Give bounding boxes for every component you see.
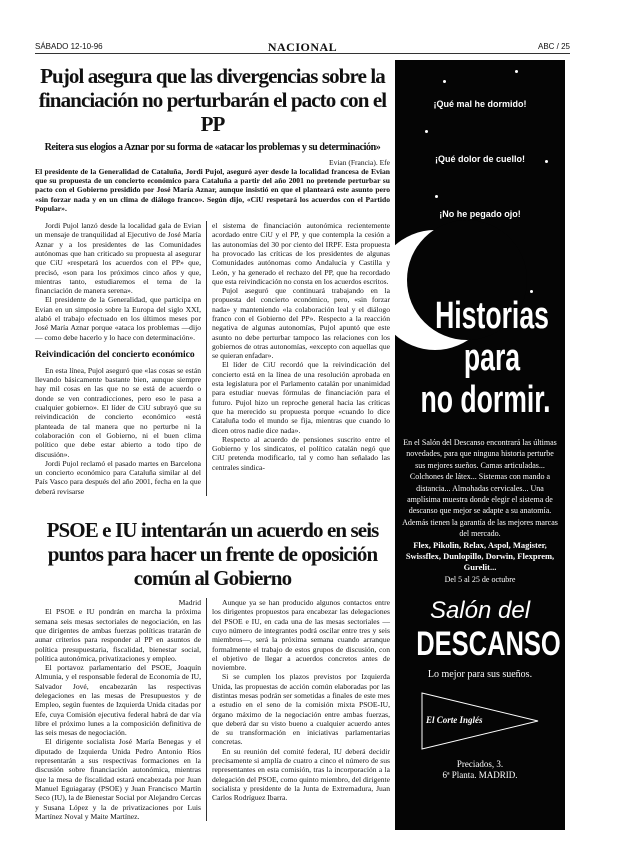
article1-headline: Pujol asegura que las divergencias sobre la financiación no perturbarán el pacto con el PP [38,64,387,136]
page-header [35,40,570,54]
ad-salon: Salón del [429,597,531,625]
section-title: NACIONAL [267,40,338,54]
paragraph: Jordi Pujol reclamó el pasado martes en Barcelona un concierto económico para Cataluña similar al del País Vasco para después del año 2001, fecha en la que deberá revisarse [35,458,201,496]
ad-descanso: DESCANSO [416,625,561,664]
paragraph: El líder de CiU recordó que la reivindicación del concierto está en la línea de una resolución aprobada en esta legislatura por el Parlamento catalán por unanimidad para estudiar nuevas fórmulas de financiación para el futuro. Pujol hizo un reproche general hacia las críticas que ha merecido su propuesta porque «cuando lo dice Cataluña todo el mundo se fija, mientras que cuando lo dicen otros nadie dice nada». [212,360,390,435]
article1-column-1 [35,221,201,496]
article1-byline: Evian (Francia). Efe [328,158,390,167]
paragraph: El presidente de la Generalidad, que participa en Evian en un simposio sobre la Europa del siglo XXI, alabó el trabajo efectuado en los últimos meses por José María Aznar porque «ataca los problemas —dijo— como debe hacerlo y lo hace con determinación». [35,295,201,342]
articles-area [35,64,390,821]
ad-title-line-3: no dormir. [420,379,551,421]
article2-column-1 [35,598,201,821]
ad-title-line-2: para [463,337,521,379]
el-corte-ingles-logo [420,691,540,751]
ad-tagline: Lo mejor para sus sueños. [427,669,533,681]
ad-address-2: 6ª Planta. MADRID. [442,770,518,781]
article1-lead: El presidente de la Generalidad de Cataluña, Jordi Pujol, aseguró ayer desde la localidad francesa de Evian que su propuesta de un concierto económico para Cataluña a partir del año 2001 no pretende perturbar su pacto con el Gobierno presidido por José María Aznar, aunque insistió en que el planteará este asunto pero «sin forzar nada y en un clima de diálogo franco». Según dijo, «CiU respetará los acuerdos con el Partido Popular». [35,167,390,213]
column-divider [206,221,207,496]
paragraph: Jordi Pujol lanzó desde la localidad gala de Evian un mensaje de tranquilidad al Ejecutivo de José María Aznar y a los presidentes de las Comunidades autónomas que han criticado su propuesta al asegurar que CiU «respetará los acuerdos con el PP» que, precisó, «son para los próximos cinco años y que, mientras tanto, estudiaremos el tema de la financiación de manera serena». [35,221,201,296]
article1 [35,64,390,496]
paragraph: Aunque ya se han producido algunos contactos entre los dirigentes propuestos para encabezar las delegaciones del PSOE e IU, en cada una de las mesas sectoriales —cuyo número de integrantes podrá oscilar entre tres y seis miembros—, será la próxima semana cuando arranque formalmente el trabajo de estos grupos de discusión, con el objetivo de llegar a acuerdos concretos antes de noviembre. [212,598,390,673]
ad-body-text: En el Salón del Descanso encontrará las últimas novedades, para que ninguna historia perturbe sus mejores sueños. Camas articuladas... Colchones de látex... Sistemas con mando a distancia... Almohadas cervicales... Una amplísima muestra donde elegir el sistema de descanso que mejor se adapte a su anatomía. Además tienen la garantía de las mejores marcas del mercado. [402,438,558,539]
ad-quote-1: ¡Qué mal he dormido! [433,99,527,109]
article2 [35,518,390,821]
article1-column-2 [212,221,390,472]
article2-column-2 [212,598,390,803]
article1-subhead: Reivindicación del concierto económico [35,349,195,360]
ad-brands: Flex, Pikolin, Relax, Aspol, Magister, Swissflex, Dunlopillo, Dorwin, Flexprem, Gurelit... [405,539,555,573]
issue-date: SÁBADO 12-10-96 [35,42,103,51]
paragraph: El portavoz parlamentario del PSOE, Joaquín Almunia, y el responsable federal de Economía de IU, Salvador Jové, encabezarán las respectivas delegaciones en las mesas de Presupuestos y de Empleo, según fuentes de Izquierda Unida citadas por Efe, cuya Comisión ejecutiva federal habrá de dar vía libre el próximo lunes a la composición definitiva de las seis mesas de negociación. [35,663,201,738]
paragraph: El PSOE e IU pondrán en marcha la próxima semana seis mesas sectoriales de negociación, en las que dirigentes de ambas fuerzas políticas tratarán de aunar criterios para responder al PP en asuntos de política presupuestaria, fiscalidad, bienestar social, política autonómica, privatizaciones y empleo. [35,607,201,663]
ad-dates: Del 5 al 25 de octubre [444,574,516,584]
ad-quote-3: ¡No he pegado ojo! [439,209,521,219]
paragraph: Pujol aseguró que continuará trabajando en la propuesta del concierto económico, pero, «sin forzar nada» y manteniendo «la colaboración leal y el diálogo franco con el Gobierno del PP». Respecto a la reacción negativa de algunas autonomías, Pujol apuntó que este asunto no debe perturbar tampoco las relaciones con los gobiernos de otras autonomías, «excepto con aquellas que se quieran enfadar». [212,286,390,361]
article2-headline: PSOE e IU intentarán un acuerdo en seis puntos para hacer un frente de oposición común al Gobierno [46,518,379,591]
ad-address-1: Preciados, 3. [456,759,504,770]
ad-title-line-1: Historias [435,295,549,337]
article1-columns [35,221,390,496]
column-divider [206,598,207,821]
paragraph: En esta línea, Pujol aseguró que «las cosas se están llevando básicamente bastante bien, aunque siempre hay mil cosas en las que no se está de acuerdo o donde se ven contradicciones, pero eso le pasa a cualquier gobierno». El líder de CiU subrayó que su reivindicación de concierto económico «está planteada de tal manera que no perturbe ni la colaboración con el Gobierno, ni el buen clima político que debe estar abierto a todo tipo de discusión». [35,365,201,459]
article2-columns [35,598,390,821]
ad-body [401,437,559,585]
page-number: ABC / 25 [537,42,570,51]
salon-del-descanso-advertisement [395,60,565,830]
paragraph: El dirigente socialista José María Benegas y el diputado de Izquierda Unida Pedro Antonio Ríos representarán a sus respectivas formaciones en la discusión sobre financiación autonómica, mientras que la mesa de fiscalidad estará encabezada por Juan Manuel Eguiagaray (PSOE) y Juan Francisco Martín Seco (IU), la de Bienestar Social por Alejandro Cercas y Susana López y la de privatizaciones por Luis Martínez Noval y Maite Martínez. [35,737,201,821]
paragraph: el sistema de financiación autonómica recientemente acordado entre CiU y el PP, y que contempla la cesión a las autonomías del 30 por ciento del IRPF. Esta propuesta ha provocado las críticas de los presidentes de algunas Comunidades autónomas como Andalucía y Castilla y León, y ha generado el rechazo del PP, que ha recordado que esta reivindicación no consta en los acuerdos escritos. [212,221,390,286]
paragraph: En su reunión del comité federal, IU deberá decidir precisamente si amplía de cuatro a cinco el número de sus representantes en esta comisión, tras la incorporación a la delegación del PSOE, como quinto miembro, del dirigente socialista y presidente de la Junta de Extremadura, Juan Carlos Rodríguez Ibarra. [212,746,390,803]
article1-subheadline: Reitera sus elogios a Aznar por su forma de «atacar los problemas y su determinación» [44,142,381,153]
article2-byline: Madrid [178,598,201,608]
paragraph: Respecto al acuerdo de pensiones suscrito entre el Gobierno y los sindicatos, el político catalán negó que CiU pretenda modificarlo, tal y como han señalado las centrales sindica- [212,434,390,472]
paragraph: Si se cumplen los plazos previstos por Izquierda Unida, las propuestas de acción común elaboradas por las distintas mesas podrán ser sometidas a finales de este mes a estudio en el seno de la comisión mixta PSOE-IU, órgano máximo de la negociación entre ambas fuerzas, que deberá dar su visto bueno a cualquier acuerdo antes de su transformación en iniciativas parlamentarias concretas. [212,672,390,747]
ad-quote-2: ¡Qué dolor de cuello! [434,154,525,164]
logo-text: El Corte Inglés [426,715,483,726]
